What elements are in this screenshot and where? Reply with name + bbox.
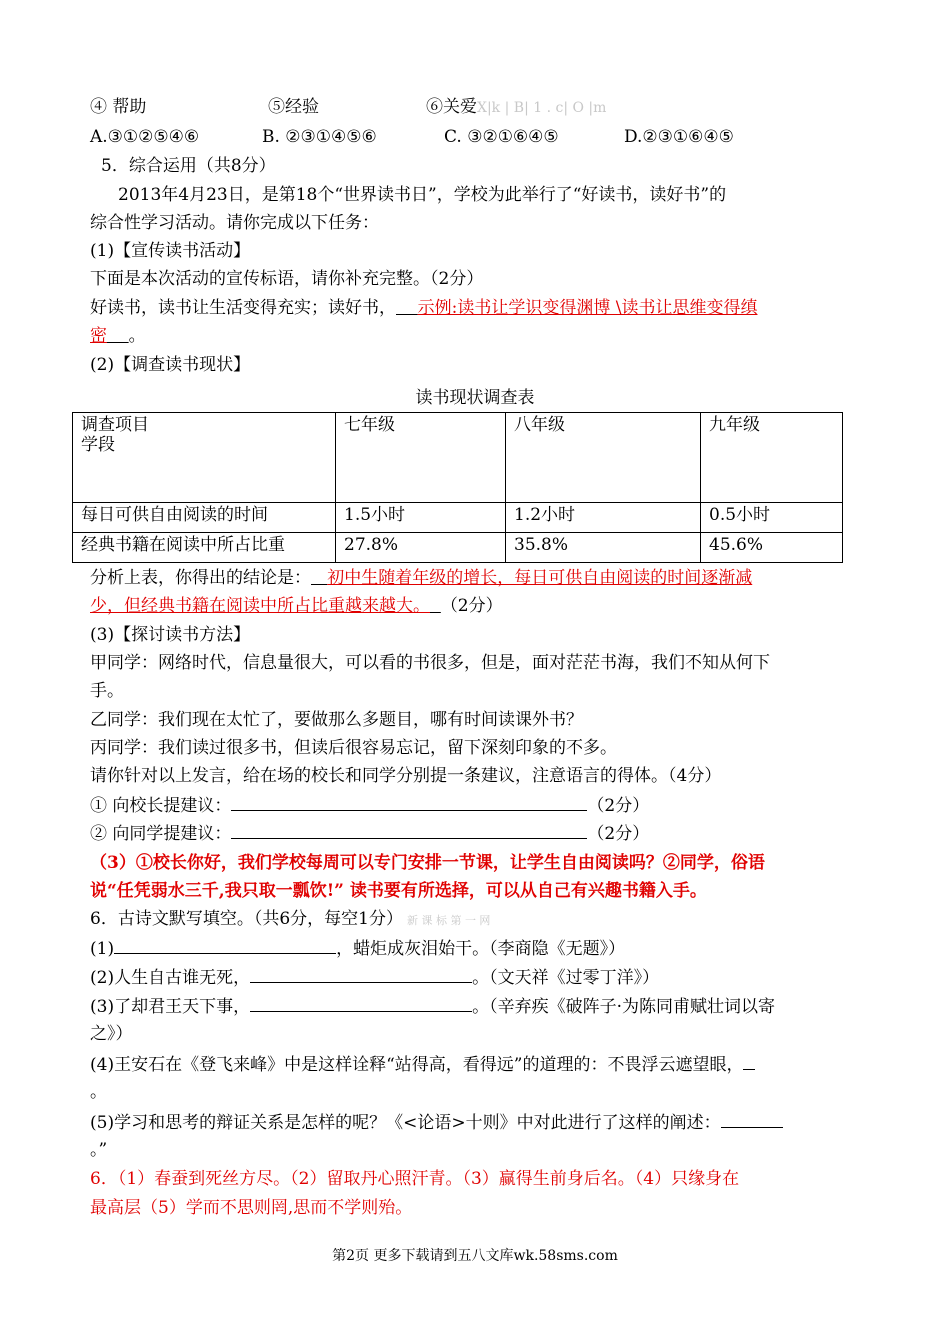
slogan-answer-2: 密 (90, 326, 107, 346)
q6-title: 6．古诗文默写填空。（共6分，每空1分） (90, 909, 403, 929)
watermark-2: 新 课 标 第 一 网 (406, 914, 491, 927)
cell: 1.5小时 (336, 503, 506, 533)
poem-line-4 (90, 1053, 755, 1076)
header-item: 调查项目 (81, 415, 149, 435)
part1-slogan-line (90, 297, 757, 319)
option-6: ⑥关爱 (426, 97, 477, 117)
option-5: ⑤经验 (268, 97, 319, 117)
poem-2-source: 。（文天祥《过零丁洋》） (472, 968, 660, 988)
q6-answer-2: 最高层（5）学而不思则罔,思而不学则殆。 (90, 1198, 413, 1218)
conclusion-line-2 (90, 595, 503, 617)
part3-question: 请你针对以上发言，给在场的校长和同学分别提一条建议，注意语言的得体。（4分） (90, 766, 722, 786)
poem-4-end: 。 (90, 1082, 107, 1102)
conclusion-lead: 分析上表，你得出的结论是： (90, 568, 311, 588)
col-grade-9: 九年级 (701, 413, 843, 503)
poem-2-text: (2)人生自古谁无死， (90, 968, 251, 988)
suggestion-principal (90, 794, 649, 817)
poem-line-5 (90, 1111, 783, 1134)
poem-5-text: (5)学习和思考的辩证关系是怎样的呢？《<论语>十则》中对此进行了这样的阐述： (90, 1113, 721, 1133)
suggestion-classmate-score: （2分） (587, 824, 650, 844)
table-caption: 读书现状调查表 (415, 388, 535, 408)
option-4: ④ 帮助 (90, 97, 147, 117)
poem-line-3 (90, 995, 775, 1018)
part3-answer-1: （3）①校长你好，我们学校每周可以专门安排一节课，让学生自由阅读吗？②同学，俗语 (90, 853, 765, 873)
poem-3-source: 。（辛弃疾《破阵子·为陈同甫赋壮词以寄 (472, 997, 775, 1017)
header-grade: 学段 (81, 435, 115, 455)
answers-row (90, 126, 734, 148)
cell: 0.5小时 (701, 503, 843, 533)
part3-title: (3)【探讨读书方法】 (90, 625, 251, 645)
poem-1-text: ，蜡炬成灰泪始干。（李商隐《无题》） (336, 939, 626, 959)
cell: 45.6% (701, 533, 843, 563)
part2-title: (2)【调查读书现状】 (90, 355, 251, 375)
slogan-text: 好读书，读书让生活变得充实；读好书， (90, 298, 396, 318)
row-label: 经典书籍在阅读中所占比重 (73, 533, 336, 563)
poem-line-2 (90, 966, 659, 989)
part1-question: 下面是本次活动的宣传标语，请你补充完整。（2分） (90, 269, 484, 289)
options-row (90, 96, 606, 119)
q5-title: 5．综合运用（共8分） (101, 156, 276, 176)
conclusion-answer-1: 初中生随着年级的增长，每日可供自由阅读的时间逐渐减 (327, 568, 753, 588)
poem-3-text: (3)了却君王天下事， (90, 997, 251, 1017)
part3-answer-2: 说“任凭弱水三千,我只取一瓢饮!” 读书要有所选择，可以从自己有兴趣书籍入手。 (90, 881, 707, 901)
col-grade-8: 八年级 (506, 413, 701, 503)
answer-d: D.②③①⑥④⑤ (624, 127, 734, 147)
suggestion-principal-score: （2分） (587, 796, 650, 816)
conclusion-score: （2分） (440, 596, 503, 616)
page-footer: 第2页 更多下载请到五八文库wk.58sms.com (332, 1248, 618, 1264)
student-jia-2: 手。 (90, 681, 124, 701)
col-grade-7: 七年级 (336, 413, 506, 503)
answer-a: A.③①②⑤④⑥ (90, 127, 200, 147)
q5-intro-2: 综合性学习活动。请你完成以下任务： (90, 213, 379, 233)
slogan-end: 。 (128, 326, 146, 346)
poem-5-end: 。” (90, 1140, 108, 1160)
cell: 1.2小时 (506, 503, 701, 533)
suggestion-principal-blank[interactable] (231, 794, 587, 811)
q5-intro-1: 2013年4月23日，是第18个“世界读书日”，学校为此举行了“好读书，读好书”的 (118, 185, 727, 205)
q6-title-line (90, 908, 490, 932)
poem-4-text: (4)王安石在《登飞来峰》中是这样诠释“站得高，看得远”的道理的：不畏浮云遮望眼， (90, 1055, 744, 1075)
poem-3-source-end: 之》） (90, 1024, 133, 1044)
answer-b: B. ②③①④⑤⑥ (262, 127, 377, 147)
suggestion-classmate-label: ② 向同学提建议： (90, 824, 232, 844)
table-header-row (73, 413, 843, 503)
part1-slogan-line-2 (90, 325, 146, 347)
survey-table (72, 412, 843, 563)
poem-3-blank[interactable] (250, 995, 472, 1012)
suggestion-principal-label: ① 向校长提建议： (90, 796, 232, 816)
part1-title: (1)【宣传读书活动】 (90, 241, 251, 261)
slogan-answer-1: 示例:读书让学识变得渊博 \读书让思维变得缜 (417, 298, 758, 318)
poem-1-blank[interactable] (114, 937, 336, 954)
q6-answer-1: 6．（1）春蚕到死丝方尽。（2）留取丹心照汗青。（3）赢得生前身后名。（4）只缘身在 (90, 1169, 740, 1189)
student-jia-1: 甲同学：网络时代，信息量很大，可以看的书很多，但是，面对茫茫书海，我们不知从何下 (90, 653, 770, 673)
poem-5-blank[interactable] (721, 1111, 783, 1128)
watermark: X|k | B| 1 . c| O |m (477, 100, 607, 116)
cell: 27.8% (336, 533, 506, 563)
row-label: 每日可供自由阅读的时间 (73, 503, 336, 533)
conclusion-answer-2: 少，但经典书籍在阅读中所占比重越来越大。 (90, 596, 430, 616)
table-row (73, 503, 843, 533)
poem-4-blank[interactable] (743, 1053, 755, 1070)
student-bing: 丙同学：我们读过很多书，但读后很容易忘记，留下深刻印象的不多。 (90, 738, 617, 758)
suggestion-classmate (90, 822, 649, 845)
student-yi: 乙同学：我们现在太忙了，要做那么多题目，哪有时间读课外书？ (90, 710, 583, 730)
poem-2-blank[interactable] (250, 966, 472, 983)
table-row (73, 533, 843, 563)
conclusion-line-1 (90, 567, 752, 589)
suggestion-classmate-blank[interactable] (231, 822, 587, 839)
poem-line-1 (90, 937, 625, 960)
answer-c: C. ③②①⑥④⑤ (444, 127, 559, 147)
header-cell (73, 413, 336, 503)
poem-1-num: (1) (90, 939, 115, 959)
cell: 35.8% (506, 533, 701, 563)
